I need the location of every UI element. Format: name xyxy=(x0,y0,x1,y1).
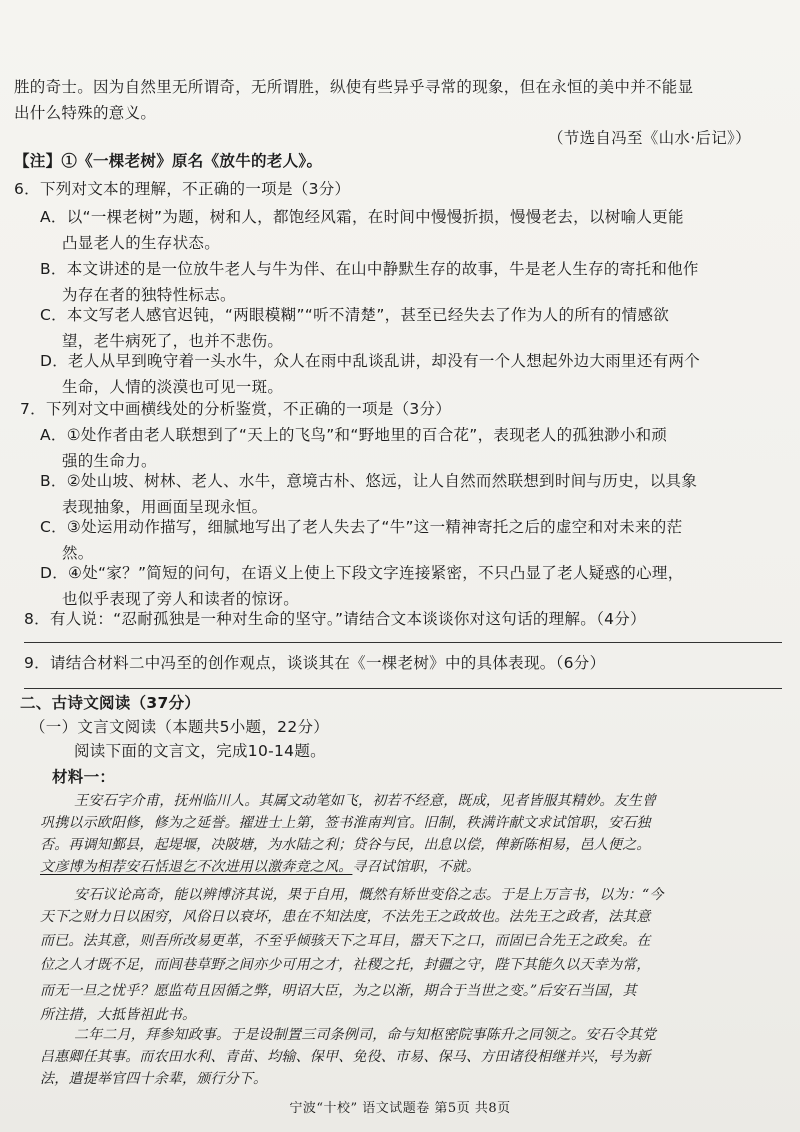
classical-line: 而已。法其意，则吾所改易更革，不至乎倾骇天下之耳目，嚣天下之口，而固已合先王之政矣。在 xyxy=(40,933,651,949)
question-6-option-c-cont: 望，老牛病死了，也并不悲伤。 xyxy=(62,332,284,350)
classical-line: 而无一旦之忧乎？愿监苟且因循之弊，明诏大臣，为之以渐，期合于当世之变。”后安石当国，其 xyxy=(40,983,637,999)
classical-line-underlined xyxy=(40,856,480,878)
classical-line: 王安石字介甫，抚州临川人。其属文动笔如飞，初若不经意，既成，见者皆服其精妙。友生曾 xyxy=(74,793,657,809)
answer-line xyxy=(24,642,782,643)
question-6-option-a: A．以“一棵老树”为题，树和人，都饱经风霜，在时间中慢慢折损，慢慢老去，以树喻人更能 xyxy=(40,208,684,226)
question-7-option-a: A．①处作者由老人联想到了“天上的飞鸟”和“野地里的百合花”，表现老人的孤独渺小和顽 xyxy=(40,426,668,444)
question-7-option-c-cont: 然。 xyxy=(62,544,94,562)
passage-line: 胜的奇士。因为自然里无所谓奇，无所谓胜，纵使有些异乎寻常的现象，但在永恒的美中并不能显 xyxy=(14,78,694,96)
material-label: 材料一： xyxy=(52,767,116,786)
answer-line xyxy=(24,688,782,689)
question-7-stem: 7．下列对文中画横线处的分析鉴赏，不正确的一项是（3分） xyxy=(20,400,452,418)
question-7-option-b: B．②处山坡、树林、老人、水牛，意境古朴、悠远，让人自然而然联想到时间与历史，以具象 xyxy=(40,472,698,490)
question-6-option-b-cont: 为存在者的独特性标志。 xyxy=(62,286,236,304)
classical-line: 位之人才既不足，而闾巷草野之间亦少可用之才，社稷之托，封疆之守，陛下其能久以天幸为常， xyxy=(40,957,651,973)
question-7-option-c: C．③处运用动作描写，细腻地写出了老人失去了“牛”这一精神寄托之后的虚空和对未来的茫 xyxy=(40,518,683,536)
underlined-sentence: 文彦博为相荐安石恬退乞不次进用以激奔竞之风。 xyxy=(40,859,353,875)
section-2-title: 二、古诗文阅读（37分） xyxy=(20,694,201,712)
question-6-option-d: D．老人从早到晚守着一头水牛，众人在雨中乱谈乱讲，却没有一个人想起外边大雨里还有两个 xyxy=(40,352,701,370)
passage-line: 出什么特殊的意义。 xyxy=(14,104,157,122)
question-6-option-b: B．本文讲述的是一位放牛老人与牛为伴、在山中静默生存的故事，牛是老人生存的寄托和他作 xyxy=(40,260,699,278)
question-9: 9．请结合材料二中冯至的创作观点，谈谈其在《一棵老树》中的具体表现。（6分） xyxy=(24,654,606,672)
classical-line: 安石议论高奇，能以辨博济其说，果于自用，慨然有矫世变俗之志。于是上万言书，以为：“今 xyxy=(74,887,664,903)
question-7-option-d-cont: 也似乎表现了旁人和读者的惊讶。 xyxy=(62,590,300,608)
question-6-option-a-cont: 凸显老人的生存状态。 xyxy=(62,234,221,252)
classical-text: 寻召试馆职，不就。 xyxy=(352,859,481,875)
page-footer: 宁波“十校” 语文试题卷 第5页 共8页 xyxy=(289,1101,511,1116)
question-8: 8．有人说：“忍耐孤独是一种对生命的坚守。”请结合文本谈谈你对这句话的理解。（4分） xyxy=(24,610,646,628)
question-7-option-d: D．④处“家？”简短的问句，在语义上使上下段文字连接紧密，不只凸显了老人疑惑的心理， xyxy=(40,564,684,582)
question-7-option-a-cont: 强的生命力。 xyxy=(62,452,157,470)
question-6-option-d-cont: 生命，人情的淡漠也可见一斑。 xyxy=(62,378,284,396)
question-7-option-b-cont: 表现抽象，用画面呈现永恒。 xyxy=(62,498,268,516)
classical-line: 所注措，大抵皆祖此书。 xyxy=(40,1007,197,1023)
classical-line: 吕惠卿任其事。而农田水利、青苗、均输、保甲、免役、市易、保马、方田诸役相继并兴，号为新 xyxy=(40,1049,651,1065)
question-6-stem: 6．下列对文本的理解，不正确的一项是（3分） xyxy=(14,180,351,198)
note: 【注】①《一棵老树》原名《放牛的老人》。 xyxy=(14,151,323,170)
classical-line: 否。再调知鄞县，起堤堰，决陂塘，为水陆之利；贷谷与民，出息以偿，俾新陈相易，邑人便之。 xyxy=(40,837,651,853)
classical-line: 二年二月，拜参知政事。于是设制置三司条例司，命与知枢密院事陈升之同领之。安石令其党 xyxy=(74,1027,657,1043)
passage-source: （节选自冯至《山水·后记》） xyxy=(548,129,751,147)
classical-line: 巩携以示欧阳修，修为之延誉。擢进士上第，签书淮南判官。旧制，秩满许献文求试馆职，安石独 xyxy=(40,815,651,831)
classical-line: 法，遣提举官四十余辈，颁行分下。 xyxy=(40,1071,268,1087)
section-2-subtitle: （一）文言文阅读（本题共5小题，22分） xyxy=(30,718,330,736)
section-2-instruction: 阅读下面的文言文，完成10-14题。 xyxy=(74,742,326,760)
classical-line: 天下之财力日以困穷，风俗日以衰坏，患在不知法度，不法先王之政故也。法先王之政者，法其意 xyxy=(40,909,651,925)
question-6-option-c: C．本文写老人感官迟钝，“两眼模糊”“听不清楚”，甚至已经失去了作为人的所有的情感欲 xyxy=(40,306,670,324)
